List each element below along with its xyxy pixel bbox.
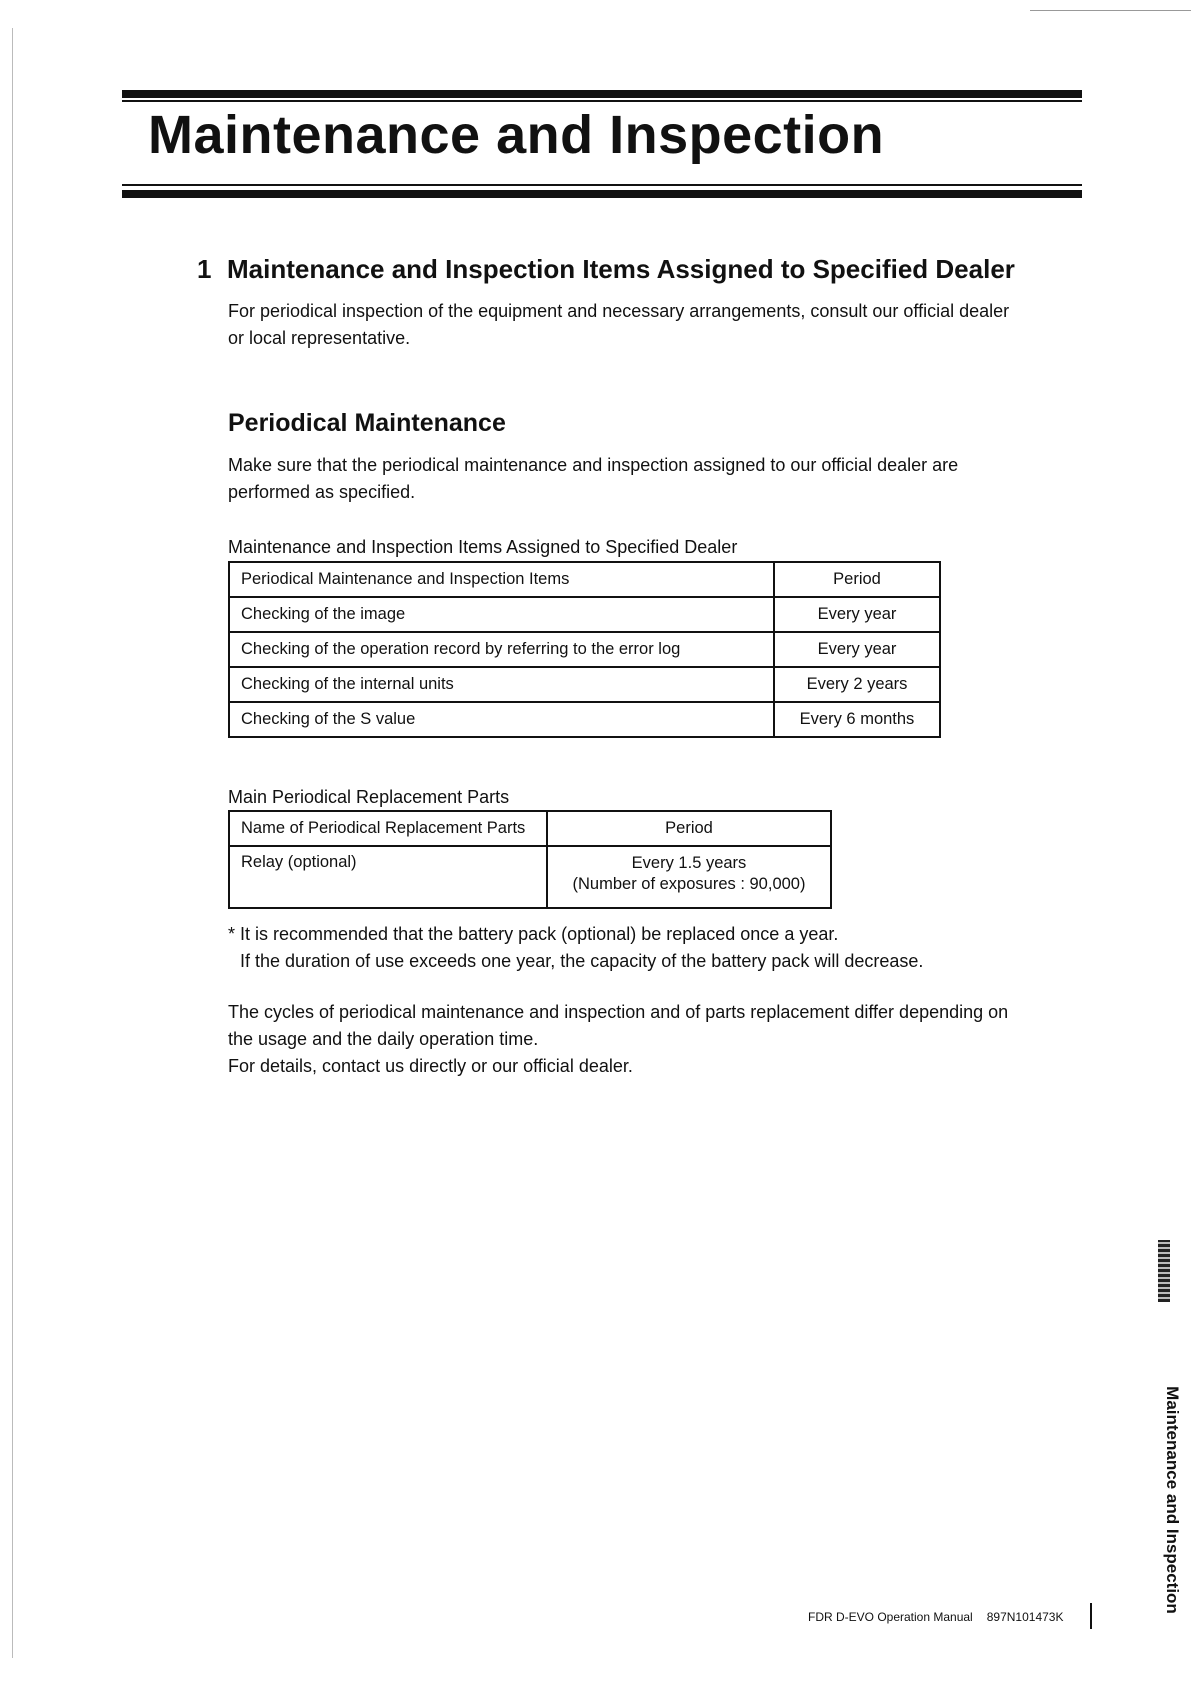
- periodical-intro-line: Make sure that the periodical maintenance and inspection assigned to our official dealer are: [228, 455, 959, 475]
- table-header-cell: Name of Periodical Replacement Parts: [229, 811, 547, 846]
- title-bottom-bar: [122, 190, 1082, 198]
- left-margin-line: [12, 28, 13, 1658]
- side-tab-label: Maintenance and Inspection: [1163, 1386, 1182, 1614]
- table-cell-item: Relay (optional): [229, 846, 547, 908]
- table-cell-period: Every year: [774, 632, 940, 667]
- footer-document-code: 897N101473K: [986, 1610, 1064, 1624]
- table-header-cell: Period: [547, 811, 831, 846]
- closing-line: The cycles of periodical maintenance and inspection and of parts replacement differ depending on: [228, 1002, 1009, 1022]
- periodical-maintenance-heading: Periodical Maintenance: [228, 409, 506, 437]
- section-number: 1: [197, 254, 212, 284]
- battery-note: [228, 921, 923, 975]
- section-heading: [197, 254, 1015, 285]
- period-line: (Number of exposures : 90,000): [572, 875, 806, 893]
- table-cell-period: Every 2 years: [774, 667, 940, 702]
- section-title: Maintenance and Inspection Items Assigned to Specified Dealer: [227, 254, 1015, 284]
- periodical-intro-line: performed as specified.: [228, 482, 416, 502]
- note-line: If the duration of use exceeds one year, the capacity of the battery pack will decrease.: [240, 951, 924, 971]
- closing-line: For details, contact us directly or our official dealer.: [228, 1056, 633, 1076]
- footer-manual-name: FDR D-EVO Operation Manual: [808, 1610, 973, 1624]
- replacement-table-caption: Main Periodical Replacement Parts: [228, 787, 510, 807]
- period-line: Every 1.5 years: [631, 854, 747, 872]
- footer-rule: [1090, 1603, 1092, 1629]
- table-row: [229, 846, 831, 908]
- table-row: [229, 702, 940, 737]
- table-cell-period: Every year: [774, 597, 940, 632]
- table-cell-item: Checking of the internal units: [229, 667, 774, 702]
- table-row: [229, 667, 940, 702]
- periodical-intro: [228, 452, 958, 506]
- table-cell-item: Checking of the image: [229, 597, 774, 632]
- table-header-cell: Period: [774, 562, 940, 597]
- table-row: [229, 632, 940, 667]
- section-intro: [228, 298, 1009, 352]
- section-intro-line: For periodical inspection of the equipment and necessary arrangements, consult our official dealer: [228, 301, 1010, 321]
- note-line: * It is recommended that the battery pack (optional) be replaced once a year.: [228, 924, 839, 944]
- title-bottom-rule: [122, 184, 1082, 186]
- side-tab: [1162, 1380, 1182, 1620]
- top-right-rule: [1030, 10, 1191, 11]
- closing-line: the usage and the daily operation time.: [228, 1029, 539, 1049]
- inspection-table-caption: Maintenance and Inspection Items Assigned to Specified Dealer: [228, 537, 738, 557]
- side-tab-marker: [1158, 1240, 1170, 1302]
- table-cell-period: [547, 846, 831, 908]
- table-cell-item: Checking of the operation record by referring to the error log: [229, 632, 774, 667]
- table-cell-item: Checking of the S value: [229, 702, 774, 737]
- replacement-parts-table: [228, 810, 832, 909]
- page-title: Maintenance and Inspection: [148, 105, 885, 165]
- title-top-bar: [122, 90, 1082, 98]
- section-intro-line: or local representative.: [228, 328, 411, 348]
- table-row: [229, 597, 940, 632]
- table-cell-period: Every 6 months: [774, 702, 940, 737]
- title-top-rule: [122, 100, 1082, 102]
- closing-paragraph: [228, 999, 1008, 1080]
- footer: [808, 1610, 1063, 1624]
- table-header-cell: Periodical Maintenance and Inspection Items: [229, 562, 774, 597]
- inspection-items-table: [228, 561, 941, 738]
- table-header-row: [229, 562, 940, 597]
- table-header-row: [229, 811, 831, 846]
